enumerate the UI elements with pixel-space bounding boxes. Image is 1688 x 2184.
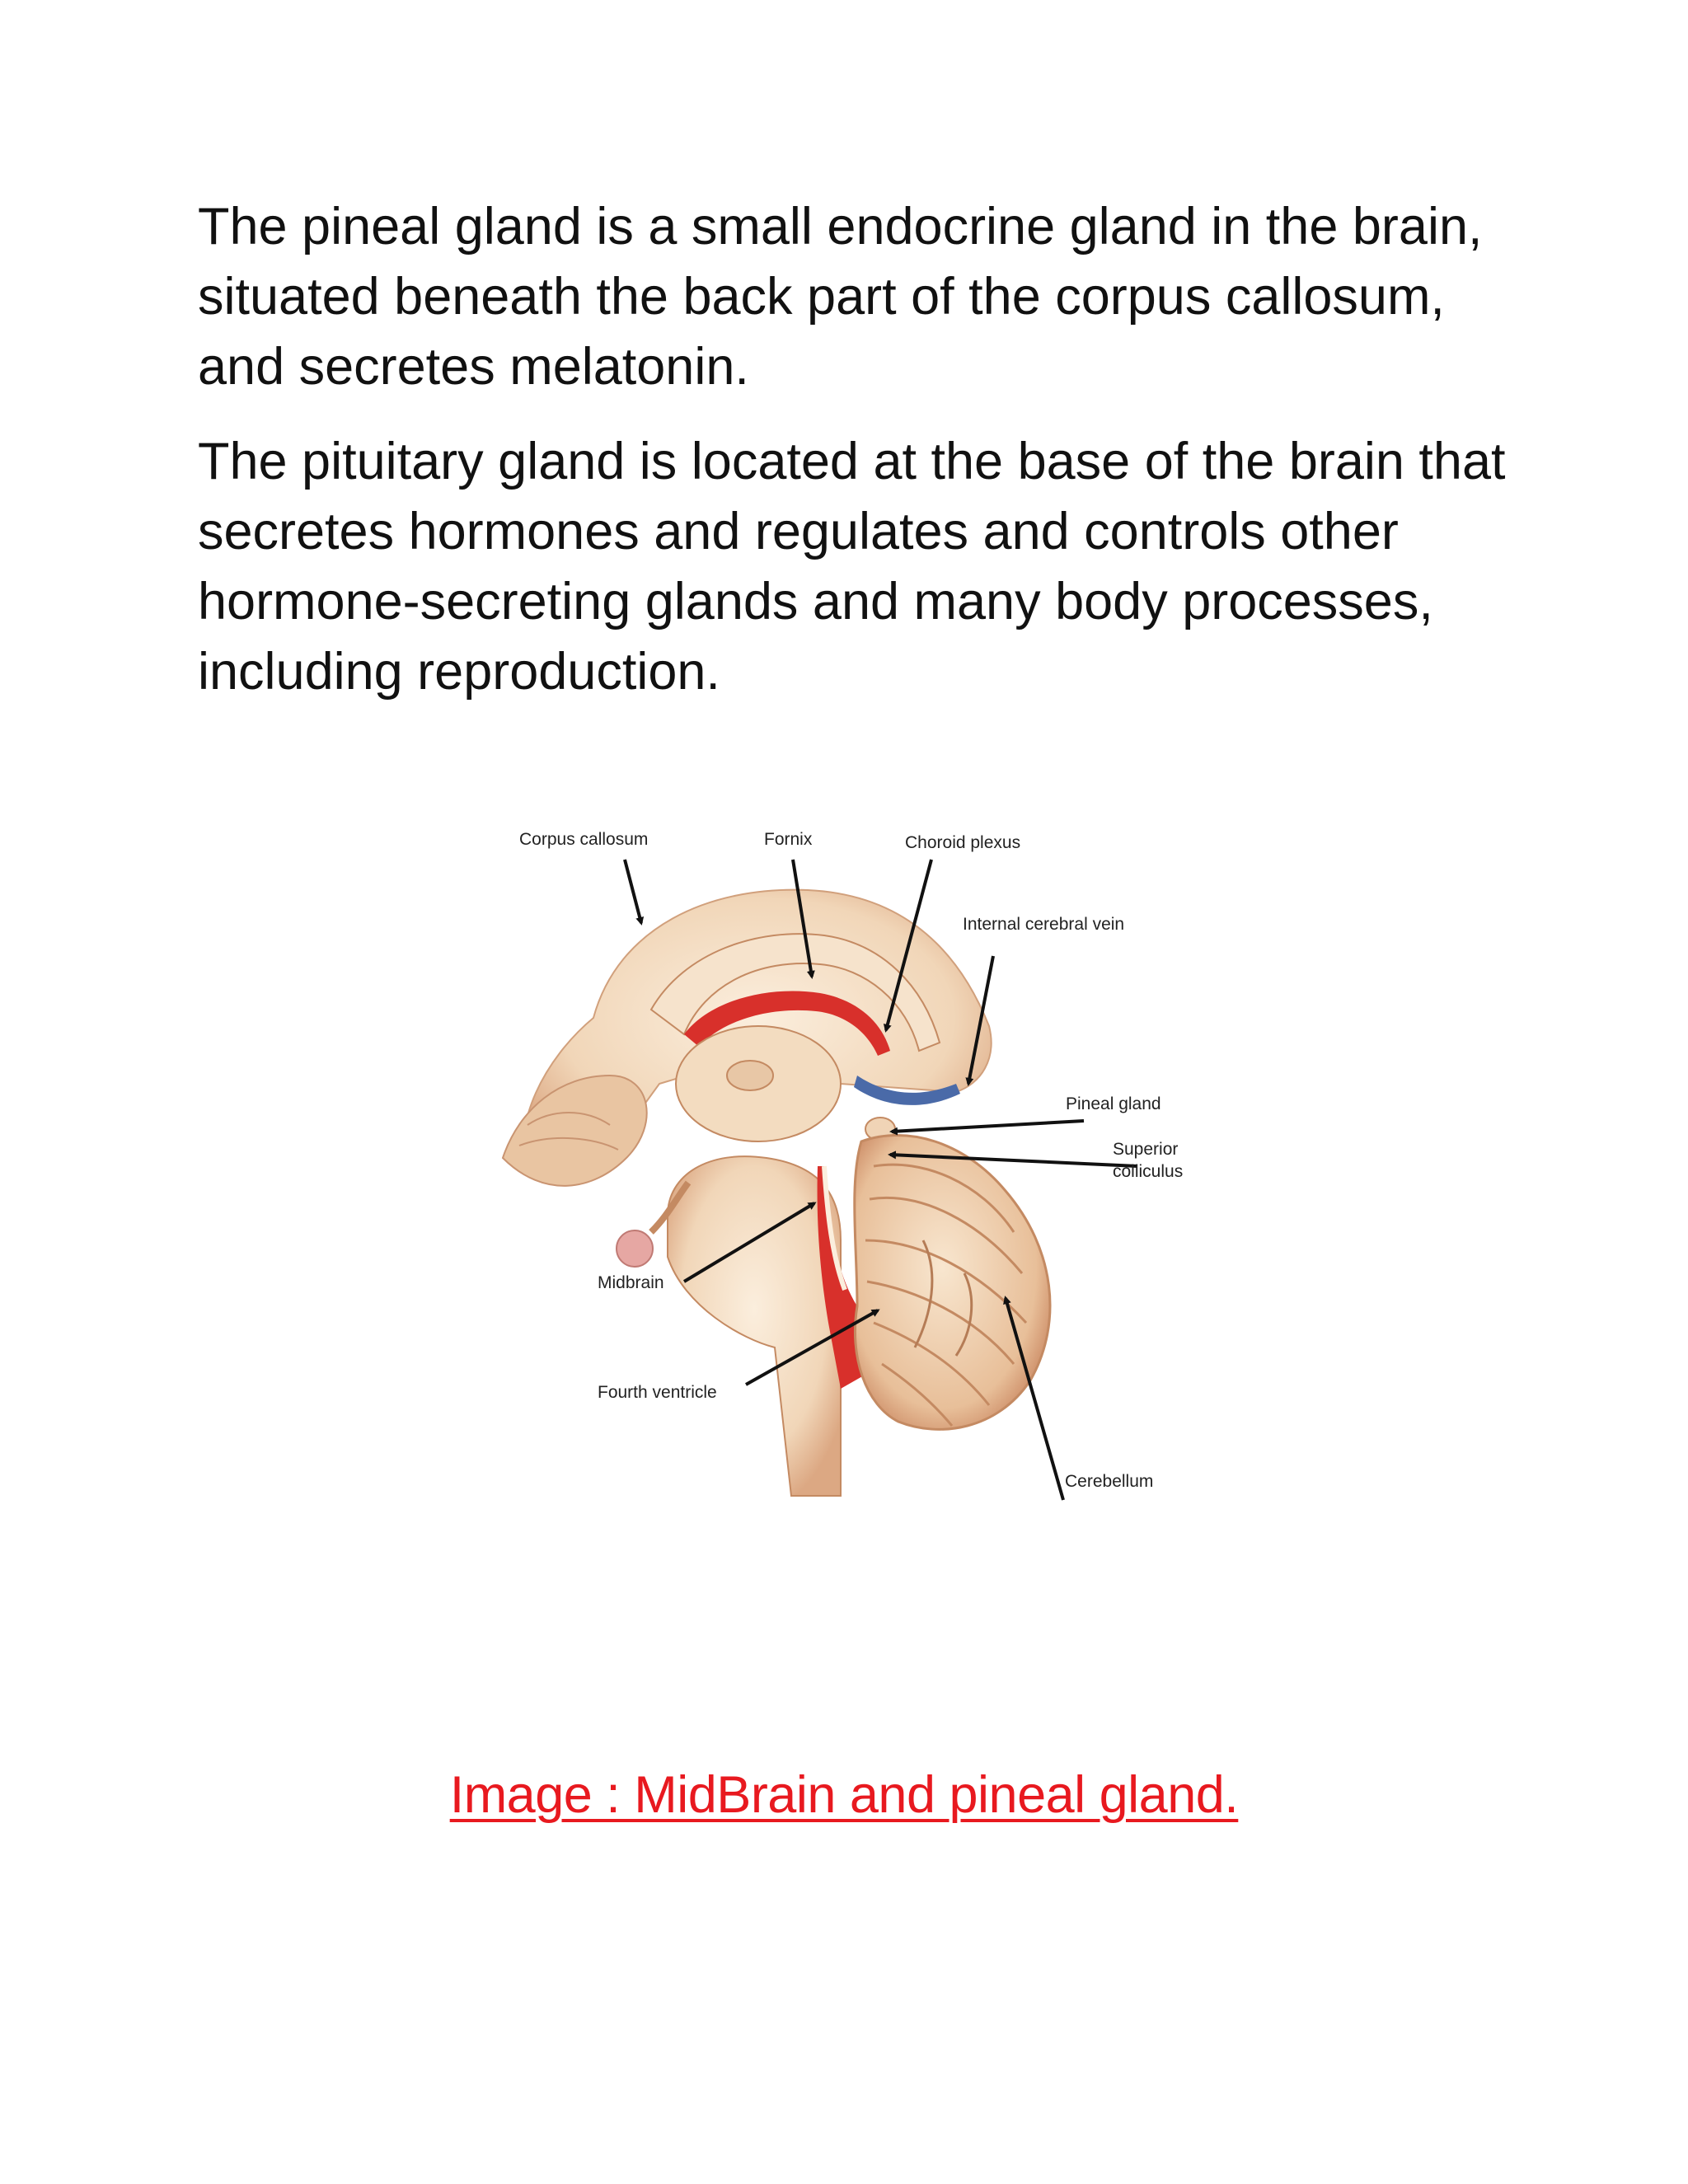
label-corpus-callosum: Corpus callosum	[519, 830, 649, 849]
arrow-corpus-callosum	[625, 860, 641, 923]
label-cerebellum: Cerebellum	[1065, 1472, 1154, 1491]
frontal-lobe	[503, 1076, 647, 1186]
brain-illustration	[495, 812, 1236, 1554]
label-fornix: Fornix	[764, 830, 813, 849]
brainstem	[668, 1156, 841, 1496]
label-midbrain: Midbrain	[598, 1273, 664, 1292]
label-superior-colliculus-line2: colliculus	[1113, 1162, 1184, 1181]
label-pineal-gland: Pineal gland	[1066, 1094, 1161, 1113]
label-superior-colliculus-line1: Superior	[1113, 1140, 1179, 1159]
arrow-pineal-gland	[892, 1121, 1084, 1132]
brain-anatomy-figure	[495, 812, 1236, 1554]
label-choroid-plexus: Choroid plexus	[905, 833, 1021, 852]
label-internal-cerebral-vein: Internal cerebral vein	[963, 915, 1125, 934]
pineal-gland-paragraph: The pineal gland is a small endocrine gland in the brain, situated beneath the back part of the corpus callosum, and secretes melatonin.	[198, 198, 1483, 396]
label-fourth-ventricle: Fourth ventricle	[598, 1383, 717, 1402]
pituitary-gland-paragraph: The pituitary gland is located at the base of the brain that secretes hormones and regulates and controls other hormone-secreting glands and many body processes, including reproduction.	[198, 433, 1506, 701]
figure-caption: Image : MidBrain and pineal gland.	[449, 1766, 1239, 1824]
pituitary-shape	[617, 1230, 653, 1267]
